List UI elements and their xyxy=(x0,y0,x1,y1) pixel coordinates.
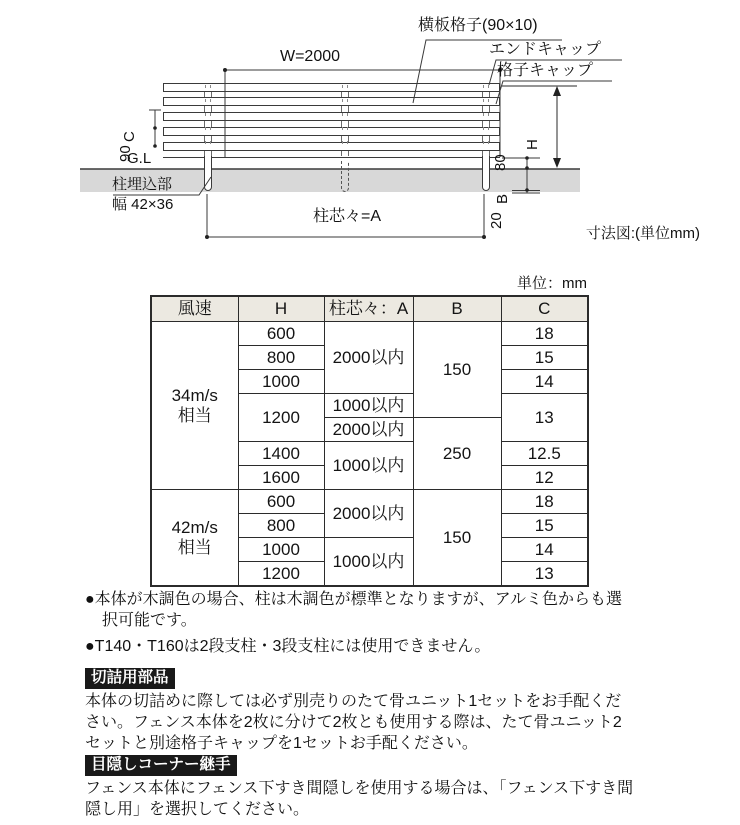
note-text: 本体が木調色の場合、柱は木調色が標準となりますが、アルミ色からも選択可能です。 xyxy=(94,591,623,629)
note-item xyxy=(85,589,637,631)
b-cell: 150 xyxy=(413,322,501,418)
c-cell: 12.5 xyxy=(501,442,588,466)
a-cell: 1000以内 xyxy=(324,394,413,418)
w-dim-dot-left xyxy=(223,68,227,72)
col-header-a: 柱芯々：A xyxy=(324,296,413,322)
label-ground-level: G.L xyxy=(127,150,152,167)
col-header-wind: 風速 xyxy=(151,296,238,322)
label-grid-cap: 格子キャップ xyxy=(497,62,594,79)
label-post-pitch: 柱芯々=A xyxy=(312,208,382,225)
col-header-b: B xyxy=(413,296,501,322)
wind-speed-suffix: 相当 xyxy=(177,405,212,425)
col-header-c: C xyxy=(501,296,588,322)
dim-dot-80-top xyxy=(525,156,529,160)
a-cell: 1000以内 xyxy=(324,442,413,490)
wind-cell-42 xyxy=(151,490,238,587)
h-cell: 1200 xyxy=(238,562,324,587)
table-unit-note: 単位：mm xyxy=(517,275,587,292)
h-cell: 1200 xyxy=(238,394,324,442)
wind-speed: 34m/s xyxy=(171,385,218,405)
label-end-cap: エンドキャップ xyxy=(489,41,602,58)
section-title-corner-joint: 目隠しコーナー継手 xyxy=(85,755,237,776)
b-cell: 150 xyxy=(413,490,501,587)
label-b-dim: B xyxy=(494,193,511,204)
table-row xyxy=(151,322,588,346)
label-w-dim: W=2000 xyxy=(279,48,341,65)
right-post-embed xyxy=(483,156,490,191)
c-cell: 15 xyxy=(501,346,588,370)
wind-spec-table xyxy=(150,295,589,587)
label-80-dim: 80 xyxy=(492,154,509,171)
wind-speed-suffix: 相当 xyxy=(177,537,212,557)
h-arrow-down xyxy=(553,158,561,168)
dim-dot-gl xyxy=(525,166,529,170)
c-cell: 14 xyxy=(501,538,588,562)
label-post-embed-size: 幅 42×36 xyxy=(112,196,174,213)
section-body-corner-joint: フェンス本体にフェンス下すき間隠しを使用する場合は、「フェンス下すき間隠し用」を選択してください。 xyxy=(85,780,634,818)
a-cell: 2000以内 xyxy=(324,322,413,394)
c-cell: 12 xyxy=(501,466,588,490)
note-text: T140・T160は2段支柱・3段支柱には使用できません。 xyxy=(94,638,491,655)
a-dim-dot-right xyxy=(482,235,486,239)
table-header-row xyxy=(151,296,588,322)
c-cell: 18 xyxy=(501,490,588,514)
c-dim-dot xyxy=(153,126,157,130)
note-item xyxy=(85,636,637,657)
label-post-embed: 柱埋込部 xyxy=(112,176,173,193)
table-row xyxy=(151,490,588,514)
a-cell: 2000以内 xyxy=(324,418,413,442)
c-cell: 14 xyxy=(501,370,588,394)
bullet-icon: ● xyxy=(85,638,95,655)
h-cell: 1000 xyxy=(238,370,324,394)
notes-list xyxy=(85,589,637,662)
bullet-icon: ● xyxy=(85,591,95,608)
c-cell: 13 xyxy=(501,562,588,587)
h-cell: 600 xyxy=(238,490,324,514)
fence-boards xyxy=(164,84,500,151)
c-cell: 15 xyxy=(501,514,588,538)
c-cell: 13 xyxy=(501,394,588,442)
a-cell: 1000以内 xyxy=(324,538,413,587)
wind-speed: 42m/s xyxy=(171,517,218,537)
h-cell: 1000 xyxy=(238,538,324,562)
label-20-dim: 20 xyxy=(488,212,505,229)
h-cell: 1600 xyxy=(238,466,324,490)
section-body-cut-parts: 本体の切詰めに際しては必ず別売りのたて骨ユニット1セットをお手配ください。フェンス本体を2枚に分けて2枚とも使用する際は、たて骨ユニット2セットと別途格子キャップを1セットお手配ください。 xyxy=(85,693,622,752)
h-cell: 1400 xyxy=(238,442,324,466)
label-h-dim: H xyxy=(524,139,541,150)
ninety-dim-dot xyxy=(153,144,157,148)
h-arrow-up xyxy=(553,86,561,96)
h-dimension xyxy=(502,86,577,165)
label-c-dim: C xyxy=(121,131,138,142)
label-board-grid: 横板格子(90×10) xyxy=(418,17,538,34)
c-cell: 18 xyxy=(501,322,588,346)
h-cell: 600 xyxy=(238,322,324,346)
wind-cell-34 xyxy=(151,322,238,490)
col-header-h: H xyxy=(238,296,324,322)
a-dim-dot-left xyxy=(205,235,209,239)
a-cell: 2000以内 xyxy=(324,490,413,538)
dim-dot-post-tip xyxy=(525,188,529,192)
h-cell: 800 xyxy=(238,346,324,370)
label-90-dim: 90 xyxy=(117,145,134,162)
b-cell: 250 xyxy=(413,418,501,490)
drawing-caption: 寸法図:(単位mm) xyxy=(585,225,700,242)
h-cell: 800 xyxy=(238,514,324,538)
section-title-cut-parts: 切詰用部品 xyxy=(85,668,175,689)
